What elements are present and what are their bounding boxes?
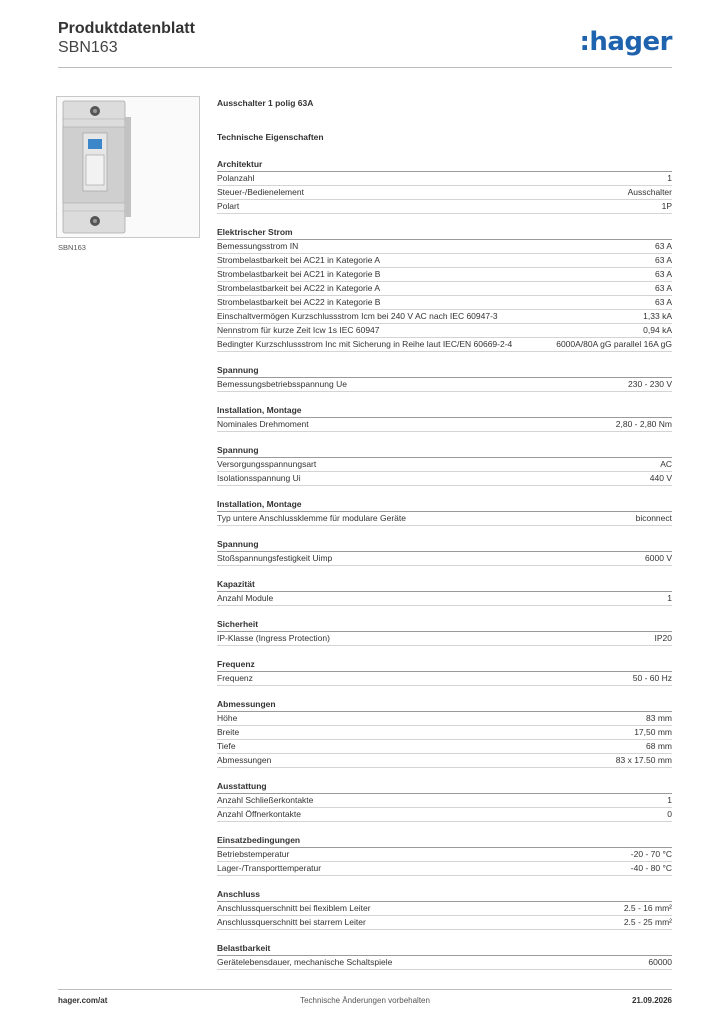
spec-value: 1 (667, 593, 672, 603)
spec-group-title: Spannung (217, 364, 672, 378)
spec-row (217, 672, 672, 686)
spec-value: 6000A/80A gG parallel 16A gG (556, 339, 672, 349)
spec-value: 0 (667, 809, 672, 819)
hager-logo (579, 27, 672, 57)
spec-group-title: Architektur (217, 158, 672, 172)
spec-value: IP20 (654, 633, 672, 643)
spec-label: Stoßspannungsfestigkeit Uimp (217, 553, 333, 563)
spec-label: Frequenz (217, 673, 253, 683)
spec-row (217, 632, 672, 646)
spec-label: Bemessungsstrom IN (217, 241, 299, 251)
spec-row (217, 254, 672, 268)
spec-label: Anschlussquerschnitt bei flexiblem Leiter (217, 903, 371, 913)
spec-value: -40 - 80 °C (630, 863, 672, 873)
logo-text: :hager (579, 27, 672, 57)
spec-row (217, 726, 672, 740)
spec-label: Bemessungsbetriebsspannung Ue (217, 379, 347, 389)
spec-group (217, 698, 672, 768)
spec-label: Steuer-/Bedienelement (217, 187, 304, 197)
spec-group (217, 404, 672, 432)
spec-label: Polart (217, 201, 240, 211)
spec-row (217, 324, 672, 338)
spec-row (217, 956, 672, 970)
spec-row (217, 754, 672, 768)
spec-group-title: Einsatzbedingungen (217, 834, 672, 848)
spec-group (217, 226, 672, 352)
spec-row (217, 172, 672, 186)
spec-group (217, 538, 672, 566)
spec-group (217, 942, 672, 970)
spec-row (217, 712, 672, 726)
spec-row (217, 916, 672, 930)
spec-label: Typ untere Anschlussklemme für modulare Geräte (217, 513, 406, 523)
spec-group (217, 578, 672, 606)
spec-value: 50 - 60 Hz (632, 673, 672, 683)
spec-group (217, 158, 672, 214)
spec-value: 63 A (654, 241, 672, 251)
spec-value: 0,94 kA (643, 325, 672, 335)
spec-label: Polanzahl (217, 173, 255, 183)
product-code: SBN163 (58, 39, 118, 56)
spec-value: 2.5 - 16 mm² (623, 903, 672, 913)
spec-value: biconnect (635, 513, 672, 523)
spec-group-title: Frequenz (217, 658, 672, 672)
spec-row (217, 512, 672, 526)
spec-row (217, 418, 672, 432)
spec-row (217, 186, 672, 200)
spec-label: Anzahl Öffnerkontakte (217, 809, 301, 819)
spec-value: 68 mm (646, 741, 672, 751)
spec-group (217, 658, 672, 686)
header-divider (58, 67, 672, 68)
spec-label: Lager-/Transporttemperatur (217, 863, 322, 873)
spec-groups (217, 158, 672, 970)
spec-value: 1 (667, 795, 672, 805)
spec-label: Tiefe (217, 741, 236, 751)
spec-value: 63 A (654, 297, 672, 307)
spec-group (217, 888, 672, 930)
spec-label: Versorgungsspannungsart (217, 459, 317, 469)
spec-label: Strombelastbarkeit bei AC22 in Kategorie A (217, 283, 381, 293)
section-title: Technische Eigenschaften (217, 132, 324, 142)
spec-group-title: Installation, Montage (217, 498, 672, 512)
spec-row (217, 848, 672, 862)
spec-group-title: Anschluss (217, 888, 672, 902)
spec-row (217, 740, 672, 754)
spec-value: 17,50 mm (634, 727, 672, 737)
spec-group-title: Belastbarkeit (217, 942, 672, 956)
spec-label: Nominales Drehmoment (217, 419, 309, 429)
spec-row (217, 338, 672, 352)
spec-label: Strombelastbarkeit bei AC22 in Kategorie B (217, 297, 381, 307)
circuit-breaker-illustration (57, 97, 199, 237)
spec-label: Betriebstemperatur (217, 849, 290, 859)
spec-value: 63 A (654, 255, 672, 265)
spec-row (217, 282, 672, 296)
spec-value: 230 - 230 V (628, 379, 672, 389)
spec-value: 63 A (654, 283, 672, 293)
page-footer (58, 996, 672, 1008)
spec-group-title: Sicherheit (217, 618, 672, 632)
spec-label: Anzahl Schließerkontakte (217, 795, 314, 805)
spec-value: 2.5 - 25 mm² (623, 917, 672, 927)
spec-label: Einschaltvermögen Kurzschlussstrom Icm bei 240 V AC nach IEC 60947-3 (217, 311, 498, 321)
spec-value: 60000 (648, 957, 672, 967)
spec-row (217, 378, 672, 392)
page-title: Produktdatenblatt (58, 20, 195, 37)
product-image-caption: SBN163 (58, 243, 86, 252)
spec-group-title: Ausstattung (217, 780, 672, 794)
spec-row (217, 200, 672, 214)
product-image (56, 96, 200, 238)
spec-group (217, 444, 672, 486)
spec-row (217, 808, 672, 822)
spec-group (217, 498, 672, 526)
spec-label: Anzahl Module (217, 593, 274, 603)
spec-content (217, 97, 672, 970)
spec-value: 1P (661, 201, 672, 211)
spec-value: 1 (667, 173, 672, 183)
spec-row (217, 472, 672, 486)
spec-value: 83 mm (646, 713, 672, 723)
spec-row (217, 794, 672, 808)
spec-value: Ausschalter (627, 187, 672, 197)
footer-date: 21.09.2026 (631, 996, 672, 1005)
spec-row (217, 862, 672, 876)
footer-website-link[interactable]: hager.com/at (58, 996, 108, 1005)
spec-label: IP-Klasse (Ingress Protection) (217, 633, 330, 643)
spec-value: 6000 V (645, 553, 672, 563)
spec-row (217, 902, 672, 916)
footer-disclaimer: Technische Änderungen vorbehalten (300, 996, 430, 1005)
spec-label: Abmessungen (217, 755, 272, 765)
spec-group (217, 780, 672, 822)
spec-label: Gerätelebensdauer, mechanische Schaltspiele (217, 957, 393, 967)
spec-value: 83 x 17.50 mm (615, 755, 672, 765)
footer-divider (58, 989, 672, 990)
product-title: Ausschalter 1 polig 63A (217, 98, 314, 108)
spec-group (217, 364, 672, 392)
spec-row (217, 268, 672, 282)
spec-label: Anschlussquerschnitt bei starrem Leiter (217, 917, 366, 927)
spec-group-title: Elektrischer Strom (217, 226, 672, 240)
spec-row (217, 310, 672, 324)
spec-value: 63 A (654, 269, 672, 279)
spec-value: 1,33 kA (643, 311, 672, 321)
spec-row (217, 296, 672, 310)
spec-row (217, 240, 672, 254)
spec-group-title: Spannung (217, 444, 672, 458)
spec-row (217, 552, 672, 566)
spec-group (217, 834, 672, 876)
spec-label: Strombelastbarkeit bei AC21 in Kategorie B (217, 269, 381, 279)
spec-row (217, 592, 672, 606)
spec-row (217, 458, 672, 472)
spec-label: Strombelastbarkeit bei AC21 in Kategorie A (217, 255, 381, 265)
spec-value: 440 V (649, 473, 672, 483)
spec-group-title: Kapazität (217, 578, 672, 592)
spec-label: Isolationsspannung Ui (217, 473, 301, 483)
spec-value: 2,80 - 2,80 Nm (615, 419, 672, 429)
spec-group (217, 618, 672, 646)
spec-label: Höhe (217, 713, 238, 723)
spec-value: AC (660, 459, 672, 469)
spec-label: Bedingter Kurzschlussstrom Inc mit Sicherung in Reihe laut IEC/EN 60669-2-4 (217, 339, 513, 349)
spec-group-title: Installation, Montage (217, 404, 672, 418)
spec-value: -20 - 70 °C (630, 849, 672, 859)
spec-group-title: Spannung (217, 538, 672, 552)
spec-group-title: Abmessungen (217, 698, 672, 712)
spec-label: Nennstrom für kurze Zeit Icw 1s IEC 60947 (217, 325, 380, 335)
spec-label: Breite (217, 727, 240, 737)
page-header (58, 20, 195, 57)
